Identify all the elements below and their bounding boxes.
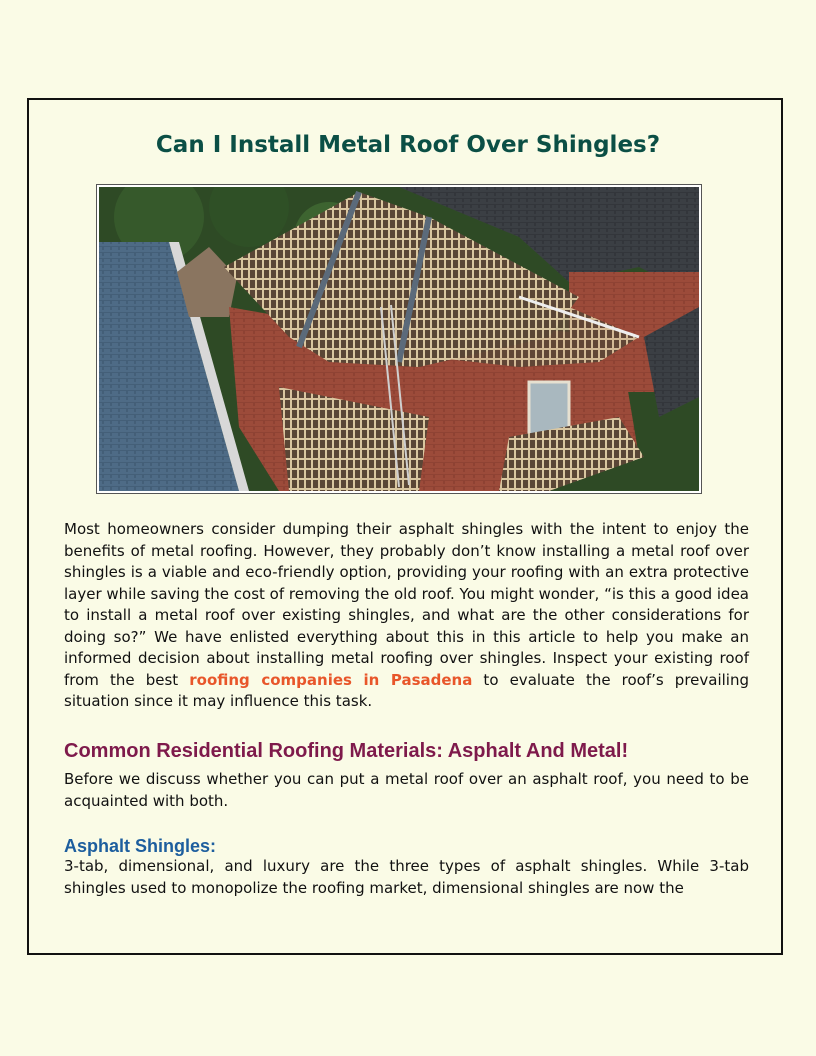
sub-paragraph: 3-tab, dimensional, and luxury are the three types of asphalt shingles. While 3-tab shingles used to monopolize the roofing market, dimensional shingles are now the bbox=[64, 857, 749, 897]
intro-paragraph bbox=[64, 519, 749, 713]
section-heading: Common Residential Roofing Materials: Asphalt And Metal! bbox=[64, 740, 629, 762]
intro-text-before-link: Most homeowners consider dumping their asphalt shingles with the intent to enjoy the benefits of metal roofing. However, they probably don’t know installing a metal roof over shingles is a viable and eco-friendly option, providing your roofing with an extra protective layer while saving the cost of removing the old roof. You might wonder, “is this a good idea to install a metal roof over existing shingles, and what are the other considerations for doing so?” We have enlisted everything about this in this article to help you make an informed decision about installing metal roofing over shingles. Inspect your existing roof from the best bbox=[64, 520, 749, 689]
section-paragraph: Before we discuss whether you can put a metal roof over an asphalt roof, you need to be acquainted with both. bbox=[64, 770, 749, 810]
sub-heading: Asphalt Shingles: bbox=[64, 836, 217, 856]
roof-photo bbox=[96, 184, 702, 494]
roofing-companies-link[interactable]: roofing companies in Pasadena bbox=[189, 670, 473, 689]
roof-illustration bbox=[99, 187, 699, 491]
article-title: Can I Install Metal Roof Over Shingles? bbox=[155, 132, 661, 158]
intro-text-after-link: to evaluate the roof’s prevailing situation since it may influence this task. bbox=[64, 670, 749, 710]
